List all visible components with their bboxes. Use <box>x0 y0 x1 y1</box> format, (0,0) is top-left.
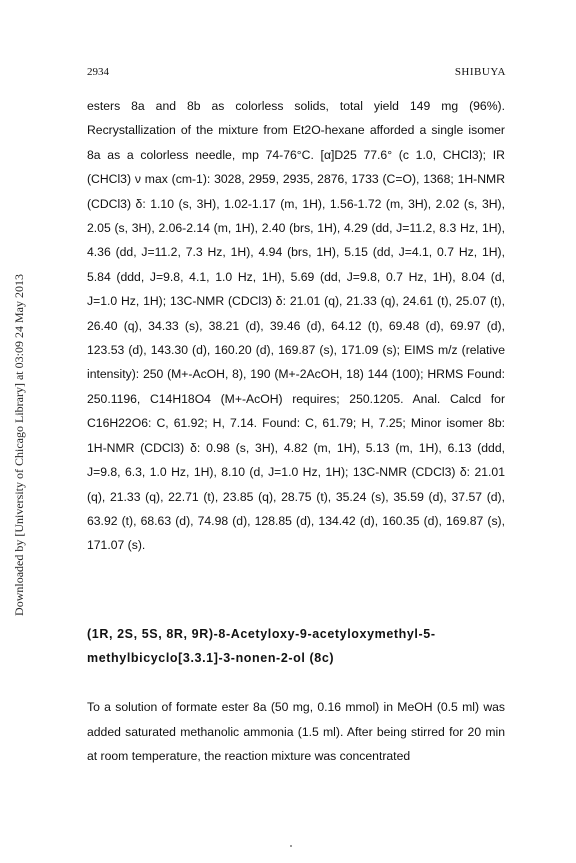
running-head-author: SHIBUYA <box>454 66 506 78</box>
paragraph-2: To a solution of formate ester 8a (50 mg, 0.16 mmol) in MeOH (0.5 ml) was added saturated methanolic ammonia (1.5 ml). After being stirred for 20 min at room temperature, the reaction mixture was concentrated <box>87 700 505 763</box>
paragraph-1: esters 8a and 8b as colorless solids, total yield 149 mg (96%). Recrystallization of the mixture from Et2O-hexane afforded a single isomer 8a as a colorless needle, mp 74-76°C. [α]D25 77.6° (c 1.0, CHCl3); IR (CHCl3) ν max (cm-1): 3028, 2959, 2935, 2876, 1733 (C=O), 1368; 1H-NMR (CDCl3) δ: 1.10 (s, 3H), 1.02-1.17 (m, 1H), 1.56-1.72 (m, 3H), 2.02 (s, 3H), 2.05 (s, 3H), 2.06-2.14 (m, 1H), 2.40 (brs, 1H), 4.29 (dd, J=11.2, 8.3 Hz, 1H), 4.36 (dd, J=11.2, 7.3 Hz, 1H), 4.94 (brs, 1H), 5.15 (dd, J=4.1, 0.7 Hz, 1H), 5.84 (ddd, J=9.8, 4.1, 1.0 Hz, 1H), 5.69 (dd, J=9.8, 0.7 Hz, 1H), 8.04 (d, J=1.0 Hz, 1H); 13C-NMR (CDCl3) δ: 21.01 (q), 21.33 (q), 24.61 (t), 25.07 (t), 26.40 (q), 34.33 (s), 38.21 (d), 39.46 (d), 64.12 (t), 69.48 (d), 69.97 (d), 123.53 (d), 143.30 (d), 160.20 (d), 169.87 (s), 171.09 (s); EIMS m/z (relative intensity): 250 (M+-AcOH, 8), 190 (M+-2AcOH, 18) 144 (100); HRMS Found: 250.1196, C14H18O4 (M+-AcOH) requires; 250.1205. Anal. Calcd for C16H22O6: C, 61.92; H, 7.14. Found: C, 61.79; H, 7.25; Minor isomer 8b: 1H-NMR (CDCl3) δ: 0.98 (s, 3H), 4.82 (m, 1H), 5.13 (m, 1H), 6.13 (ddd, J=9.8, 6.3, 1.0 Hz, 1H), 8.10 (d, J=1.0 Hz, 1H); 13C-NMR (CDCl3) δ: 21.01 (q), 21.33 (q), 22.71 (t), 23.85 (q), 28.75 (t), 35.24 (s), 35.59 (d), 37.57 (d), 63.92 (t), 68.63 (d), 74.98 (d), 128.85 (d), 134.42 (d), 160.35 (d), 169.87 (s), 171.07 (s). <box>87 99 505 553</box>
page-number: 2934 <box>87 66 109 78</box>
experimental-paragraph <box>87 94 505 558</box>
download-watermark: Downloaded by [University of Chicago Library] at 03:09 24 May 2013 <box>12 274 26 616</box>
page-speck <box>290 845 292 847</box>
procedure-paragraph <box>87 683 505 781</box>
compound-heading: (1R, 2S, 5S, 8R, 9R)-8-Acetyloxy-9-acetyloxymethyl-5-methylbicyclo[3.3.1]-3-nonen-2-ol (8c) <box>87 627 436 665</box>
